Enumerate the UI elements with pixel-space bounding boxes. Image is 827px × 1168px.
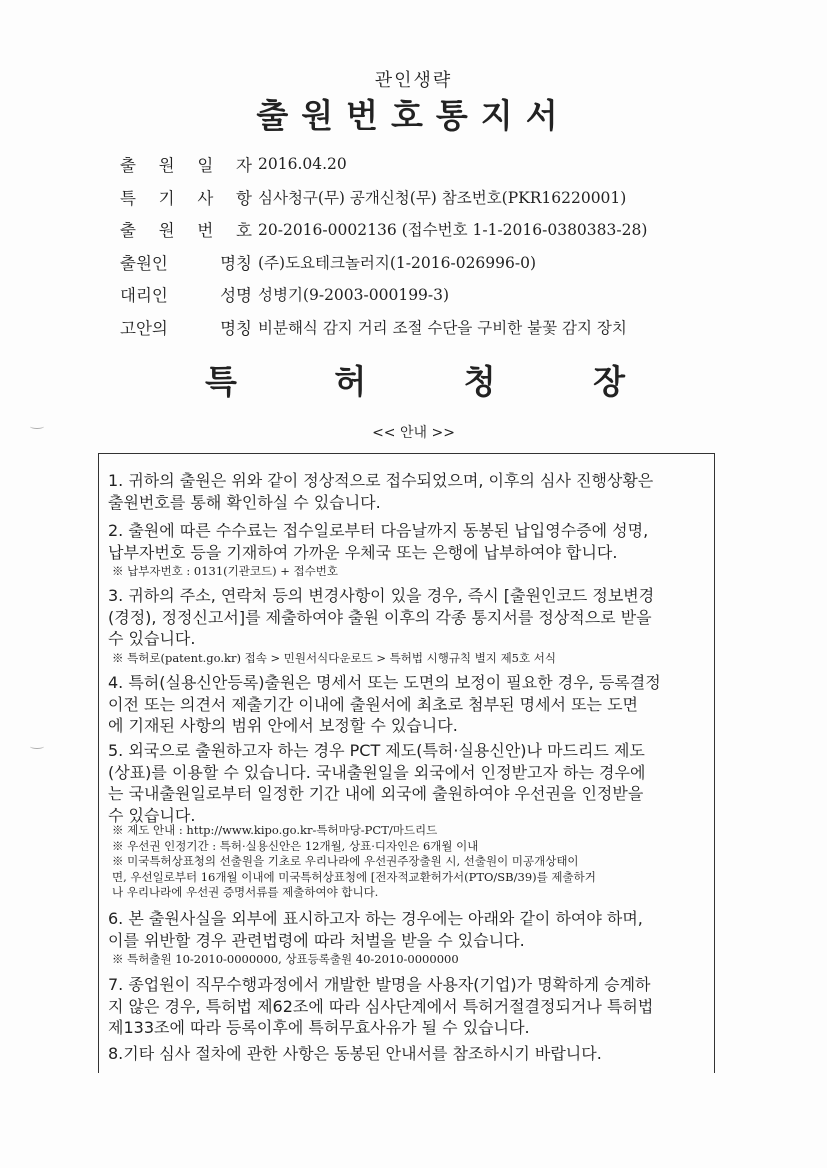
info-table — [120, 148, 647, 343]
notice-item-2 — [108, 520, 708, 563]
text-line: 6. 본 출원사실을 외부에 표시하고자 하는 경우에는 아래와 같이 하여야 하며, — [108, 909, 643, 928]
info-value: 심사청구(무) 공개신청(무) 참조번호(PKR16220001) — [258, 188, 627, 207]
info-label: 출 원 번 호 — [120, 221, 252, 241]
notice-item-4 — [108, 672, 708, 737]
text-line: 3. 귀하의 주소, 연락처 등의 변경사항이 있을 경우, 즉시 [출원인코드 정보변경 — [108, 586, 655, 605]
info-row-invention-title — [120, 311, 647, 344]
section-title-char: 허 — [334, 362, 367, 401]
section-title-char: 특 — [205, 362, 237, 401]
notice-note: 면, 우선일로부터 16개월 이내에 미국특허상표청에 [전자적교환허가서(PTO/SB/39)를 제출하거 — [112, 869, 596, 884]
notice-note: ※ 제도 안내 : http://www.kipo.go.kr-특허마당-PCT/마드리드 — [112, 823, 438, 837]
text-line: 수 있습니다. — [108, 629, 196, 648]
text-line: 수 있습니다. — [108, 805, 196, 825]
text-line: 7. 종업원이 직무수행과정에서 개발한 발명을 사용자(기업)가 명확하게 승계하 — [108, 975, 651, 994]
notice-item-5 — [108, 740, 708, 826]
info-value: 비분해식 감지 거리 조절 수단을 구비한 불꽃 감지 장치 — [258, 318, 627, 337]
text-line: (상표)를 이용할 수 있습니다. 국내출원일을 외국에서 인정받고자 하는 경우에 — [108, 762, 646, 782]
info-row-special-notes — [120, 181, 647, 214]
text-line: 1. 귀하의 출원은 위와 같이 정상적으로 접수되었으며, 이후의 심사 진행상황은 — [108, 471, 654, 490]
notice-note: ※ 특허출원 10-2010-0000000, 상표등록출원 40-2010-0000000 — [112, 952, 459, 966]
text-line: 5. 외국으로 출원하고자 하는 경우 PCT 제도(특허·실용신안)나 마드리드 제도 — [108, 741, 645, 760]
notice-notes — [112, 823, 710, 901]
section-title-char: 장 — [593, 362, 625, 401]
text-line: (경정), 정정신고서]를 제출하여야 출원 이후의 각종 통지서를 정상적으로 받을 — [108, 607, 652, 627]
notice-note: ※ 납부자번호 : 0131(기관코드) + 접수번호 — [112, 564, 338, 578]
info-row-filing-date — [120, 148, 647, 181]
info-label: 출 원 일 자 — [120, 156, 252, 176]
text-line: 는 국내출원일로부터 일정한 기간 내에 외국에 출원하여야 우선권을 인정받을 — [108, 784, 644, 803]
text-line: 제133조에 따라 등록이후에 특허무효사유가 될 수 있습니다. — [108, 1018, 530, 1037]
notice-note: ※ 우선권 인정기간 : 특허·실용신안은 12개월, 상표·디자인은 6개월 이내 — [112, 838, 479, 853]
text-line: 출원번호를 통해 확인하실 수 있습니다. — [108, 492, 381, 512]
notice-item-8 — [108, 1043, 708, 1065]
info-label: 특 기 사 항 — [120, 188, 252, 208]
info-value: 20-2016-0002136 (접수번호 1-1-2016-0380383-28) — [258, 221, 648, 240]
text-line: 납부자번호 등을 기재하여 가까운 우체국 또는 은행에 납부하여야 합니다. — [108, 542, 618, 562]
text-line: 이전 또는 의견서 제출기간 이내에 출원서에 최초로 첨부된 명세서 또는 도면 — [108, 694, 638, 714]
text-line: 2. 출원에 따른 수수료는 접수일로부터 다음날까지 동봉된 납입영수증에 성명, — [108, 521, 649, 540]
notice-note: ※ 미국특허상표청의 선출원을 기초로 우리나라에 우선권주장출원 시, 선출원이 미공개상태이 — [112, 854, 579, 868]
text-line: 이를 위반할 경우 관련법령에 따라 처벌을 받을 수 있습니다. — [108, 930, 525, 950]
notice-item-7 — [108, 974, 708, 1039]
notice-note: ※ 특허로(patent.go.kr) 접속 > 민원서식다운로드 > 특허법 시행규칙 별지 제5호 서식 — [112, 651, 556, 665]
info-row-agent — [120, 278, 647, 311]
notice-label: << 안내 >> — [372, 425, 455, 441]
text-line: 지 않은 경우, 특허법 제62조에 따라 심사단계에서 특허거절결정되거나 특허법 — [108, 996, 654, 1016]
text-line: 에 기재된 사항의 범위 안에서 보정할 수 있습니다. — [108, 716, 458, 735]
info-row-application-number — [120, 213, 647, 246]
section-title-char: 청 — [463, 362, 496, 401]
notice-item-3 — [108, 585, 708, 650]
info-value: 성병기(9-2003-000199-3) — [258, 286, 450, 305]
info-value: (주)도요테크놀러지(1-2016-026996-0) — [258, 253, 537, 272]
notice-note: 나 우리나라에 우선권 증명서류를 제출하여야 합니다. — [112, 885, 379, 899]
info-label: 대리인 성명 — [120, 286, 252, 306]
info-row-applicant — [120, 246, 647, 279]
info-label: 고안의 명칭 — [120, 318, 252, 338]
notice-item-6 — [108, 908, 708, 951]
section-title — [205, 356, 625, 403]
document-title: 출원번호통지서 — [256, 96, 571, 135]
stamp-omitted-label: 관인생략 — [374, 70, 453, 91]
notice-item-1 — [108, 470, 708, 513]
text-line: 4. 특허(실용신안등록)출원은 명세서 또는 도면의 보정이 필요한 경우, 등록결정 — [108, 673, 661, 692]
info-label: 출원인 명칭 — [120, 253, 252, 273]
margin-mark — [30, 744, 44, 749]
info-value: 2016.04.20 — [258, 155, 347, 174]
text-line: 8.기타 심사 절차에 관한 사항은 동봉된 안내서를 참조하시기 바랍니다. — [108, 1044, 602, 1063]
